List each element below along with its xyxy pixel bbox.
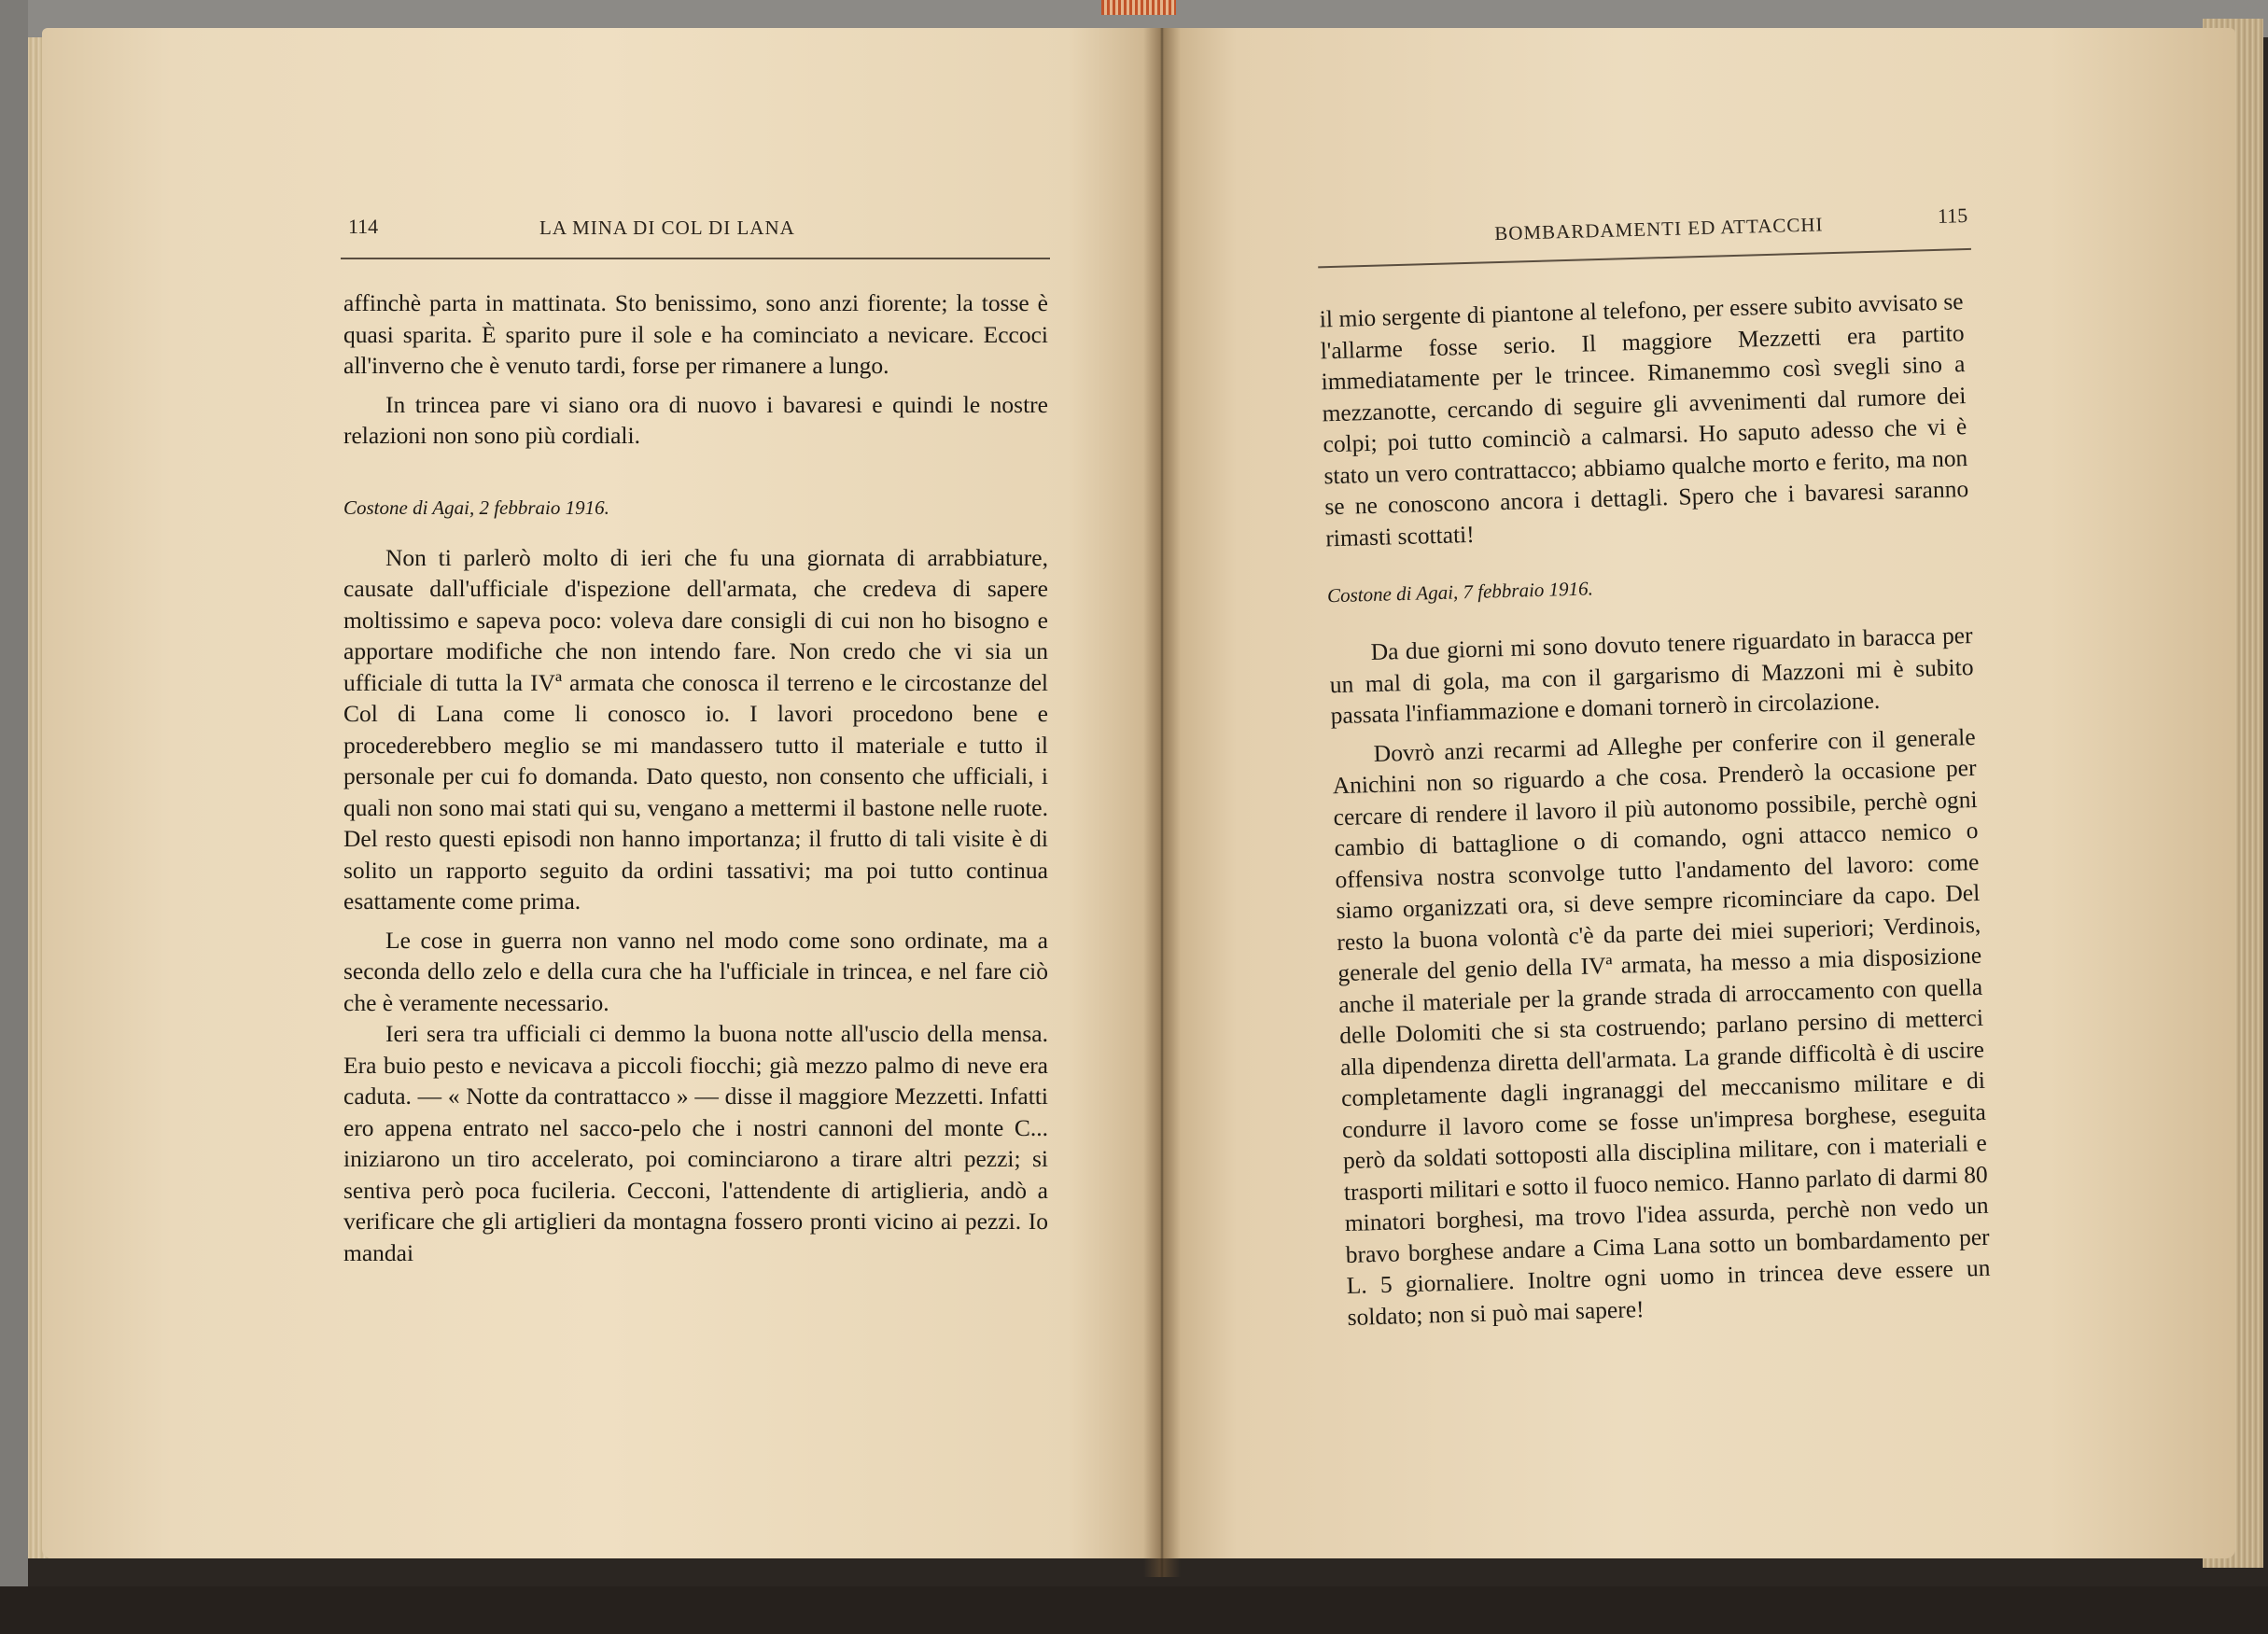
dateline: Costone di Agai, 7 febbraio 1916. [1326, 577, 1594, 608]
book-gutter [1143, 28, 1181, 1577]
background-left [0, 0, 28, 1634]
left-running-head: LA MINA DI COL DI LANA [539, 216, 795, 239]
left-page [42, 28, 1162, 1558]
paragraph: In trincea pare vi siano ora di nuovo i bavaresi e quindi le nostre relazioni non sono più cordiali. [343, 390, 1048, 449]
right-text-block [1319, 286, 1992, 1333]
left-head-rule [341, 258, 1050, 259]
right-page [1162, 28, 2235, 1558]
dateline: Costone di Agai, 2 febbraio 1916. [343, 496, 609, 519]
paragraph: il mio sergente di piantone al telefono, per essere subito avvisato se l'allarme fosse serio. Il maggiore Mezzetti era partito immediatamente per le trincee. Rimanemmo così svegli sino a mezzanotte, cercando di seguire gli avvenimenti dal rumore dei colpi; poi tutto cominciò a calmarsi. Ho saputo adesso che vi è stato un vero contrattacco; abbiamo qualche morto e ferito, ma non se ne conoscono ancora i dettagli. Spero che i bavaresi saranno rimasti scottati! [1319, 287, 1969, 552]
background-bottom [0, 1586, 2268, 1634]
left-text-block [343, 287, 1048, 1268]
paragraph: Le cose in guerra non vanno nel modo come sono ordinate, ma a seconda dello zelo e della cura che ha l'ufficiale in trincea, e nel fare ciò che è veramente necessario. [343, 926, 1048, 1016]
left-page-number: 114 [348, 215, 379, 238]
paragraph: Non ti parlerò molto di ieri che fu una giornata di arrabbiature, causate dall'ufficiale d'ispezione dell'armata, che credeva di sapere moltissimo e sapeva poco: voleva dare consigli di cui non ho bisogno e apportare modifiche che non intendo fare. Non credo che vi sia un ufficiale di tutta la IVª armata che conosca il terreno e le circostanze del Col di Lana come li conosco io. I lavori procedono bene e procederebbero meglio se mi mandassero tutto il materiale e tutto il personale per cui fo domanda. Dato questo, non consento che ufficiali, i quali non sono mai stati qui su, vengano a mettermi il bastone nelle ruote. Del resto questi episodi non hanno importanza; il frutto di tali visite è di solito un rapporto seguito da ordini tassativi; ma poi tutto continua esattamente come prima. [343, 543, 1048, 915]
paragraph: Ieri sera tra ufficiali ci demmo la buona notte all'uscio della mensa. Era buio pesto e nevicava a piccoli fiocchi; già mezzo palmo di neve era caduta. — « Notte da contrattacco » — disse il maggiore Mezzetti. Infatti ero appena entrato nel sacco-pelo che i nostri cannoni del monte C... iniziarono un tiro accelerato, poi cominciarono a tirare altri pezzi; si sentiva però poca fucileria. Cecconi, l'attendente di artiglieria, andò a verificare che gli artiglieri da montagna fossero pronti vicino ai pezzi. Io mandai [343, 1020, 1048, 1266]
right-head-rule [1318, 248, 1971, 269]
paragraph: affinchè parta in mattinata. Sto benissimo, sono anzi fiorente; la tosse è quasi sparita. È sparito pure il sole e ha cominciato a nevicare. Eccoci all'inverno che è venuto tardi, forse per rimanere a lungo. [343, 289, 1048, 379]
right-running-head: BOMBARDAMENTI ED ATTACCHI [1493, 213, 1824, 245]
book-headband [1101, 0, 1176, 15]
paragraph: Dovrò anzi recarmi ad Alleghe per conferire con il generale Anichini non so riguardo a che cosa. Prenderò la occasione per cercare di rendere il lavoro il più autonomo possibile, perchè ogni cambio di battaglione o di comando, ogni attacco nemico o offensiva nostra sconvolge tutto l'andamento del lavoro: come siamo organizzati ora, si deve sempre ricominciare da capo. Del resto la buona volontà c'è da parte dei miei superiori; Verdinois, generale del genio della IVª armata, ha messo a mia disposizione anche il materiale per la grande strada di arroccamento con quella delle Dolomiti che si sta costruendo; parlano persino di metterci alla dipendenza diretta dell'armata. La grande difficoltà è di uscire completamente dagli ingranaggi del meccanismo militare e di condurre il lavoro come se fosse un'impresa borghese, eseguita però da soldati sottoposti alla disciplina militare, con i materiali e trasporti militari e sotto il fuoco nemico. Hanno parlato di darmi 80 minatori borghesi, ma trovo l'idea assurda, perchè non vedo un bravo borghese andare a Cima Lana sotto un bombardamento per L. 5 giornaliere. Inoltre ogni uomo in trincea deve essere un soldato; non si può mai sapere! [1332, 722, 1991, 1331]
right-page-number: 115 [1937, 203, 1968, 228]
paragraph: Da due giorni mi sono dovuto tenere riguardato in baracca per un mal di gola, ma con il gargarismo di Mazzoni mi è subito passata l'infiammazione e domani tornerò in circolazione. [1329, 621, 1974, 730]
